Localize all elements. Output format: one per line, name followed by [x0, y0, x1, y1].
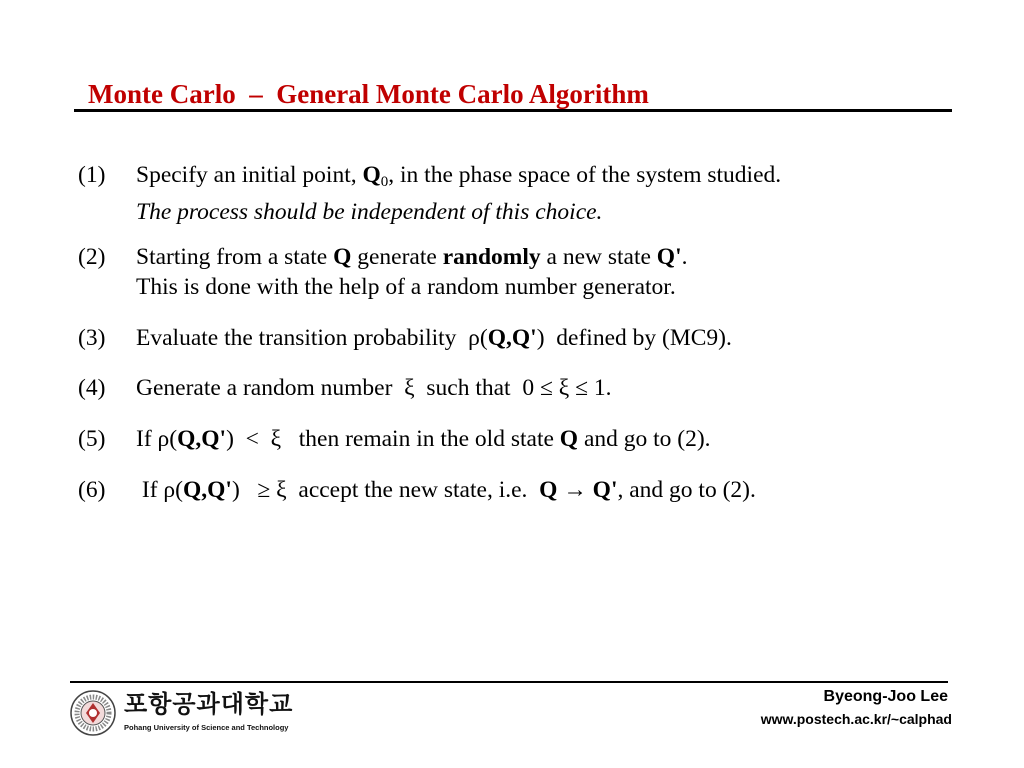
step-number: (4): [78, 375, 106, 401]
step-text: If ρ(: [136, 426, 178, 452]
step-number: (3): [78, 325, 106, 351]
symbol-q-prime: Q': [201, 426, 227, 452]
symbol-q: Q: [559, 426, 579, 452]
symbol-q: Q: [177, 426, 196, 452]
step-number: (6): [78, 477, 106, 503]
step-number: (1): [78, 162, 106, 188]
step-text: Starting from a state: [136, 244, 334, 270]
author-url[interactable]: www.postech.ac.kr/~calphad: [760, 711, 952, 727]
step-1: [78, 160, 781, 227]
step-3: [78, 323, 732, 353]
step-note: The process should be independent of this choice.: [136, 199, 603, 225]
comma: ,: [201, 477, 208, 503]
step-4: [78, 373, 612, 403]
symbol-q-prime: Q': [656, 244, 682, 270]
step-text: , and go to (2).: [617, 477, 756, 503]
step-text: Specify an initial point,: [136, 162, 363, 188]
title-divider: [74, 109, 952, 112]
step-2: [78, 242, 687, 302]
footer-divider: [70, 681, 948, 683]
university-name-korean: 포항공과대학교: [124, 690, 294, 718]
step-text: ) defined by (MC9).: [536, 325, 732, 351]
step-number: (2): [78, 244, 106, 270]
author-name: Byeong-Joo Lee: [823, 688, 948, 705]
symbol-q: Q: [333, 244, 352, 270]
step-note: This is done with the help of a random number generator.: [136, 274, 676, 300]
step-text: generate: [351, 244, 443, 270]
subscript: 0: [380, 174, 389, 190]
step-text: If ρ(: [136, 477, 183, 503]
university-name-english: Pohang University of Science and Technology: [124, 723, 289, 732]
step-5: [78, 424, 711, 454]
step-text: ) ≥ ξ accept the new state, i.e.: [231, 477, 540, 503]
comma: ,: [195, 426, 202, 452]
symbol-q: Q: [362, 162, 381, 188]
step-text: a new state: [540, 244, 657, 270]
transition-arrow: Q → Q': [539, 477, 618, 503]
step-text: and go to (2).: [578, 426, 711, 452]
symbol-q-prime: Q': [511, 325, 537, 351]
step-text: .: [681, 244, 688, 270]
step-text: Evaluate the transition probability ρ(: [136, 325, 488, 351]
symbol-q: Q: [487, 325, 507, 351]
step-number: (5): [78, 426, 106, 452]
step-text: , in the phase space of the system studied.: [388, 162, 782, 188]
symbol-q: Q: [182, 477, 202, 503]
comma: ,: [506, 325, 512, 351]
university-seal-icon: [70, 690, 116, 736]
slide-title: Monte Carlo – General Monte Carlo Algorithm: [88, 79, 649, 109]
emphasis: randomly: [442, 244, 541, 270]
step-6: [78, 475, 756, 505]
step-text: Generate a random number ξ such that 0 ≤ ξ ≤ 1.: [136, 375, 612, 401]
step-text: ) < ξ then remain in the old state: [226, 426, 560, 452]
symbol-q-prime: Q': [207, 477, 232, 503]
